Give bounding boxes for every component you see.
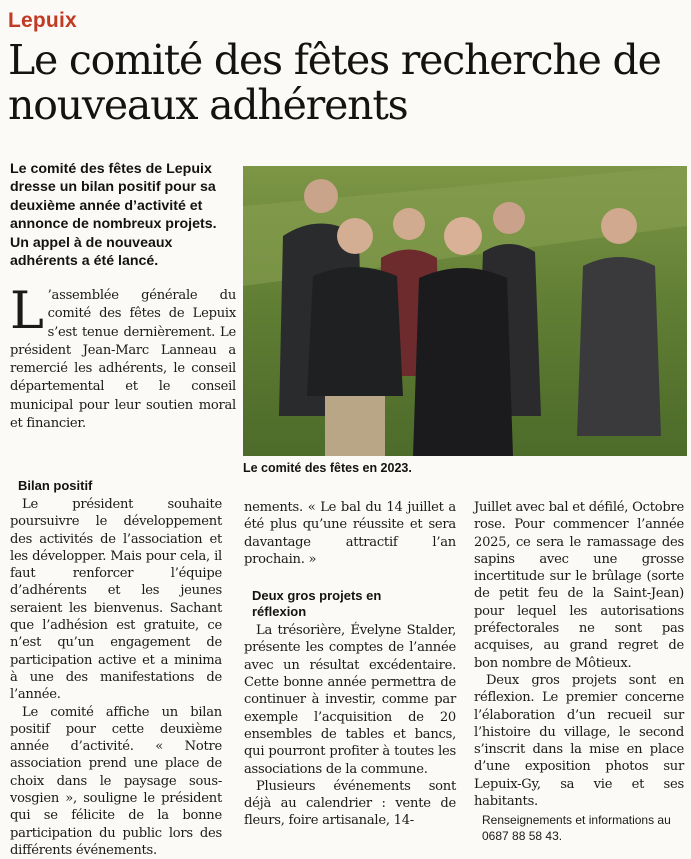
group-photo-illustration	[243, 166, 687, 456]
paragraph: Deux gros projets sont en réflexion. Le premier concerne l’élaboration d’un recueil sur l’histoire du village, le second s’inscrit dans la mise en place d’une exposition photos sur Lepuix-Gy, sa vie et ses habitants.	[474, 672, 684, 810]
article-photo	[243, 166, 687, 456]
article-chapo: Le comité des fêtes de Lepuix dresse un bilan positif pour sa deuxième année d’activité et annonce de nombreux projets. Un appel à de nouveaux adhérents a été lancé.	[10, 161, 217, 270]
article-intro	[10, 282, 236, 433]
subheading-bilan: Bilan positif	[18, 478, 93, 493]
column-2	[244, 499, 456, 830]
paragraph: Juillet avec bal et défilé, Octobre rose. Pour commencer l’année 2025, ce sera le ramassage des sapins avec une grosse incertitude sur le brûlage (sorte de petit feu de la Saint-Jean) pour lequel les autorisations préfectorales ne sont pas acquises, au grand regret de bon nombre de Môtieux.	[474, 500, 684, 671]
column-3	[474, 499, 684, 844]
paragraph: Le comité affiche un bilan positif pour cette deuxième année d’activité. « Notre association prend une place de choix dans le paysage sous-vosgien », souligne le président qui se félicite de la bonne participation du public lors des différents événements.	[10, 704, 222, 858]
contact-info: Renseignements et informations au 0687 88 58 43.	[482, 813, 671, 844]
paragraph: Plusieurs événements sont déjà au calendrier : vente de fleurs, foire artisanale, 14-	[244, 778, 456, 829]
photo-caption: Le comité des fêtes en 2023.	[243, 461, 412, 475]
column-1	[10, 478, 222, 859]
paragraph: nements. « Le bal du 14 juillet a été plus qu’une réussite et sera davantage attractif l’an prochain. »	[244, 500, 456, 567]
subheading-projets: Deux gros projets en réflexion	[252, 588, 382, 620]
drop-cap: L	[10, 282, 44, 341]
paragraph: La trésorière, Évelyne Stalder, présente les comptes de l’année avec un résultat excédentaire. Cette bonne année permettra de continuer à investir, comme par exemple l’acquisition de 20 ensembles de tables et bancs, qui pourront profiter à toutes les associations de la commune.	[244, 623, 456, 777]
intro-text: ’assemblée générale du comité des fêtes de Lepuix s’est tenue dernièrement. Le président Jean-Marc Lanneau a remercié les adhérents, le conseil départemental et le conseil municipal pour leur soutien moral et financier.	[10, 288, 236, 432]
article-headline: Le comité des fêtes recherche de nouveaux adhérents	[8, 36, 661, 129]
paragraph: Le président souhaite poursuivre le développement des activités de l’association et les développer. Mais pour cela, il faut renforcer l’équipe d’adhérents et les jeunes seraient les bienvenus. Sachant que l’adhésion est gratuite, ce n’est qu’un engagement de participation active et a minima à une des manifestations de l’année.	[10, 497, 222, 703]
section-kicker: Lepuix	[8, 9, 77, 32]
